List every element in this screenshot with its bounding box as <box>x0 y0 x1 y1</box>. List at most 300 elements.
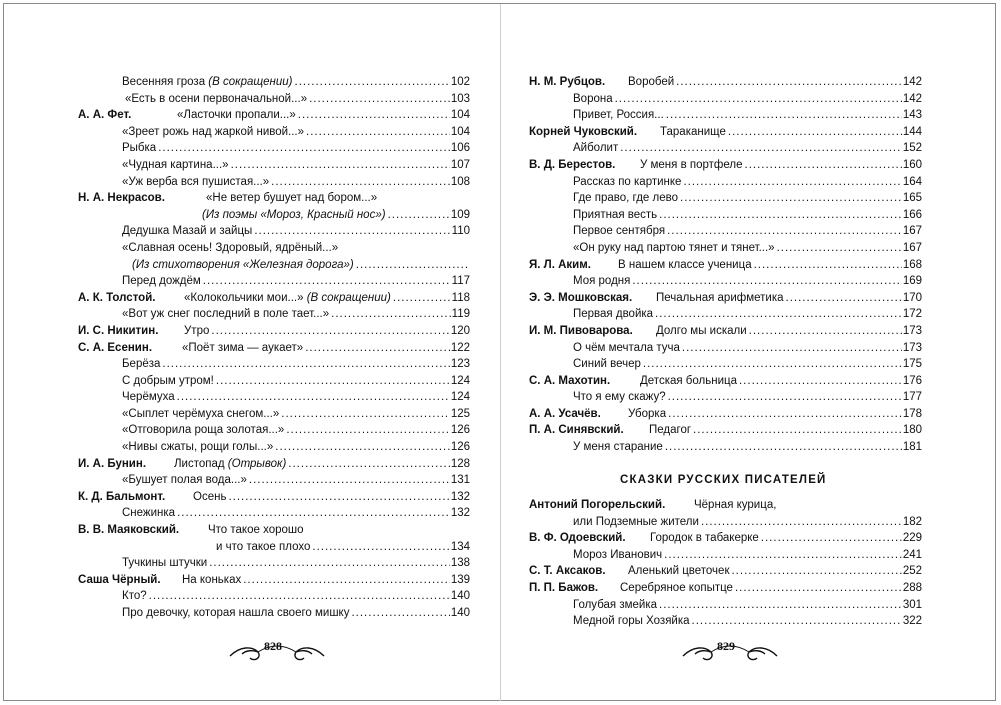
toc-title-text: Городок в табакерке <box>650 532 759 545</box>
toc-title-text: Долго мы искали <box>656 324 747 337</box>
toc-title <box>193 489 227 506</box>
toc-author: С. Т. Аксаков. <box>529 565 606 578</box>
toc-entry <box>529 340 922 357</box>
toc-page-number: 102 <box>450 76 470 88</box>
toc-entry <box>529 406 922 423</box>
toc-author: В. Д. Берестов. <box>529 158 616 171</box>
toc-page-number: 144 <box>902 125 922 138</box>
toc-page-number: 132 <box>450 490 470 503</box>
toc-title <box>182 572 242 589</box>
toc-leader-dots <box>209 555 450 572</box>
toc-title <box>122 223 253 240</box>
toc-title-text: Первое сентября <box>573 225 666 238</box>
toc-title-text: «Он руку над партою тянет и тянет...» <box>573 241 775 254</box>
toc-leader-dots <box>243 572 450 589</box>
toc-leader-dots <box>761 530 902 547</box>
toc-page-number: 128 <box>450 457 470 470</box>
toc-entry <box>529 613 922 630</box>
page-number-left: 828 <box>264 639 282 653</box>
toc-leader-dots <box>298 107 450 124</box>
toc-title-text: Что такое хорошо <box>208 524 304 537</box>
toc-title <box>649 422 692 439</box>
toc-entry <box>78 124 470 141</box>
toc-title <box>620 580 734 597</box>
toc-title-text: «Не ветер бушует над бором...» <box>206 192 378 205</box>
toc-author: С. А. Махотин. <box>529 374 611 387</box>
toc-leader-dots <box>659 597 902 614</box>
toc-leader-dots <box>620 140 902 157</box>
toc-author: П. П. Бажов. <box>529 581 599 594</box>
toc-title <box>122 555 208 572</box>
toc-title-note: (Из стихотворения «Железная дорога») <box>132 258 354 271</box>
toc-title-text: Чёрная курица, <box>694 499 777 511</box>
toc-leader-dots <box>388 207 450 224</box>
toc-entry <box>78 605 470 622</box>
toc-title <box>122 588 148 605</box>
toc-page-number: 160 <box>902 158 922 171</box>
toc-title <box>132 257 355 274</box>
toc-title <box>182 340 304 357</box>
toc-page-number: 120 <box>450 324 470 337</box>
toc-page-number: 126 <box>450 424 470 437</box>
toc-entry <box>529 580 922 597</box>
toc-title-text: Ворона <box>573 92 613 105</box>
toc-leader-dots <box>693 422 902 439</box>
toc-leader-dots <box>177 505 450 522</box>
toc-leader-dots <box>731 563 901 580</box>
toc-entry <box>78 190 470 207</box>
toc-leader-dots <box>682 340 902 357</box>
toc-title <box>216 539 311 556</box>
toc-leader-dots <box>351 605 449 622</box>
toc-entry <box>78 74 470 91</box>
toc-leader-dots <box>356 257 469 274</box>
toc-entry <box>78 588 470 605</box>
toc-leader-dots <box>659 207 902 224</box>
toc-title-text: На коньках <box>182 573 242 586</box>
toc-page-number: 322 <box>902 615 922 628</box>
toc-leader-dots <box>655 306 902 323</box>
toc-entry <box>529 157 922 174</box>
toc-title <box>122 306 330 323</box>
toc-title <box>640 157 744 174</box>
toc-title <box>573 140 619 157</box>
toc-author: Я. Л. Аким. <box>529 258 591 271</box>
toc-leader-dots <box>286 422 450 439</box>
toc-entry <box>78 555 470 572</box>
toc-leader-dots <box>177 389 450 406</box>
toc-entry <box>529 597 922 614</box>
toc-leader-dots <box>211 323 449 340</box>
toc-title <box>573 514 700 531</box>
toc-title <box>573 613 691 630</box>
toc-page-number: 178 <box>902 407 922 420</box>
toc-leader-dots <box>615 91 902 108</box>
toc-leader-dots <box>668 406 902 423</box>
toc-leader-dots <box>665 439 902 456</box>
toc-author: К. Д. Бальмонт. <box>78 490 166 503</box>
toc-entry <box>529 323 922 340</box>
toc-leader-dots <box>632 273 901 290</box>
toc-entry <box>78 572 470 589</box>
toc-leader-dots <box>249 472 450 489</box>
toc-leader-dots <box>643 356 902 373</box>
toc-entry <box>78 91 470 108</box>
toc-author: И. М. Пивоварова. <box>529 324 633 337</box>
toc-entry <box>529 290 922 307</box>
toc-entry <box>78 489 470 506</box>
toc-entry <box>529 422 922 439</box>
toc-title-text: Привет, Россия... <box>573 109 664 122</box>
toc-title <box>650 530 760 547</box>
toc-title-text: Черёмуха <box>122 391 175 404</box>
toc-title <box>573 439 664 456</box>
toc-title <box>122 389 176 406</box>
toc-leader-dots <box>749 323 902 340</box>
toc-leader-dots <box>158 140 450 157</box>
toc-author: С. А. Есенин. <box>78 341 153 354</box>
toc-title-text: «Чудная картина...» <box>122 158 229 171</box>
toc-title <box>206 190 378 207</box>
toc-page-number: 165 <box>902 192 922 205</box>
toc-leader-dots <box>203 273 451 290</box>
toc-page-number: 119 <box>451 308 470 321</box>
toc-title-text: и что такое плохо <box>216 540 311 553</box>
toc-page-number: 172 <box>902 308 922 321</box>
toc-title <box>573 273 631 290</box>
toc-title-text: Медной горы Хозяйка <box>573 615 690 628</box>
toc-title-text: У меня старание <box>573 441 663 454</box>
toc-author: И. А. Бунин. <box>78 457 147 470</box>
toc-entry <box>529 547 922 564</box>
toc-title-text: Аленький цветочек <box>628 565 730 578</box>
toc-entry <box>529 174 922 191</box>
toc-entry <box>529 530 922 547</box>
page-number-right: 829 <box>717 639 735 653</box>
toc-title <box>618 257 753 274</box>
toc-title <box>122 140 157 157</box>
toc-title-text: Синий вечер <box>573 358 641 371</box>
toc-title <box>573 547 663 564</box>
toc-leader-dots <box>271 174 450 191</box>
toc-page-number: 181 <box>902 441 922 454</box>
toc-leader-dots <box>745 157 902 174</box>
toc-title-text: Про девочку, которая нашла своего мишку <box>122 607 350 619</box>
toc-entry <box>529 306 922 323</box>
toc-title-text: «Бушует полая вода...» <box>122 474 247 487</box>
toc-page-number: 131 <box>450 474 470 487</box>
toc-leader-dots <box>231 157 450 174</box>
toc-title <box>573 597 658 614</box>
toc-author: А. А. Фет. <box>78 109 132 122</box>
section-title: СКАЗКИ РУССКИХ ПИСАТЕЛЕЙ <box>620 474 827 486</box>
toc-page-number: 118 <box>451 291 470 304</box>
toc-entry <box>78 157 470 174</box>
toc-page-number: 166 <box>902 208 922 221</box>
toc-title <box>184 323 210 340</box>
toc-title-note: (В сокращении) <box>208 76 293 88</box>
toc-title-text: «Вот уж снег последний в поле тает...» <box>122 308 330 321</box>
toc-entry <box>529 107 922 124</box>
toc-title-text: «Поёт зима — аукает» <box>182 341 304 354</box>
toc-title-text: Моя родня <box>573 275 631 288</box>
toc-entry <box>78 505 470 522</box>
toc-leader-dots <box>754 257 902 274</box>
toc-page-number: 108 <box>450 175 470 188</box>
toc-title-text: Снежинка <box>122 507 176 520</box>
toc-page-number: 140 <box>450 607 470 619</box>
toc-page-number: 106 <box>450 142 470 155</box>
toc-leader-dots <box>312 539 449 556</box>
toc-title-text: Рассказ по картинке <box>573 175 682 188</box>
toc-page-number: 176 <box>902 374 922 387</box>
toc-title <box>573 174 682 191</box>
toc-title-text: Весенняя гроза <box>122 76 209 88</box>
toc-entry <box>529 439 922 456</box>
toc-leader-dots <box>664 547 902 564</box>
toc-page-number: 182 <box>902 515 922 528</box>
toc-leader-dots <box>728 124 902 141</box>
toc-leader-dots <box>295 74 450 91</box>
toc-title <box>573 91 614 108</box>
toc-page-number: 122 <box>450 341 470 354</box>
toc-page-number: 152 <box>902 142 922 155</box>
toc-title-text: «Уж верба вся пушистая...» <box>122 175 270 188</box>
toc-leader-dots <box>668 389 902 406</box>
toc-leader-dots <box>393 290 451 307</box>
toc-entry <box>529 74 922 91</box>
toc-author: П. А. Синявский. <box>529 424 624 437</box>
toc-leader-dots <box>149 588 450 605</box>
toc-title <box>125 91 308 108</box>
toc-title <box>122 174 270 191</box>
toc-title <box>573 356 642 373</box>
toc-title-text: «Ласточки пропали...» <box>177 109 296 122</box>
toc-entry <box>529 257 922 274</box>
toc-entry <box>529 140 922 157</box>
toc-title-text: Мороз Иванович <box>573 548 663 561</box>
toc-page-number: 134 <box>450 540 470 553</box>
toc-author: Саша Чёрный. <box>78 573 161 586</box>
toc-entry <box>78 340 470 357</box>
toc-entry <box>78 174 470 191</box>
toc-title-text: Педагог <box>649 424 692 437</box>
toc-title-text: Воробей <box>628 76 675 88</box>
toc-title-text: «Отговорила роща золотая...» <box>122 424 285 437</box>
toc-entry <box>529 240 922 257</box>
toc-entry <box>529 497 922 514</box>
toc-page-number: 175 <box>902 358 922 371</box>
toc-page-number: 168 <box>902 258 922 271</box>
toc-entry <box>529 514 922 531</box>
toc-entry <box>78 290 470 307</box>
toc-title <box>122 422 285 439</box>
toc-page-number: 164 <box>902 175 922 188</box>
toc-leader-dots <box>309 91 450 108</box>
toc-page-number: 117 <box>451 275 470 288</box>
toc-title <box>122 124 305 141</box>
toc-title-text: Кто? <box>122 590 147 603</box>
toc-author: И. С. Никитин. <box>78 324 159 337</box>
toc-entry <box>78 472 470 489</box>
toc-page-number: 301 <box>902 598 922 611</box>
toc-leader-dots <box>735 580 902 597</box>
toc-title-text: Берёза <box>122 358 161 371</box>
toc-entry <box>78 323 470 340</box>
toc-page-number: 103 <box>450 92 470 105</box>
toc-page-number: 107 <box>450 158 470 171</box>
toc-title-text: О чём мечтала туча <box>573 341 680 354</box>
toc-leader-dots <box>701 514 902 531</box>
toc-leader-dots <box>275 439 450 456</box>
toc-entry <box>78 140 470 157</box>
toc-page-number: 241 <box>902 548 922 561</box>
toc-page-number: 104 <box>450 109 470 122</box>
toc-title <box>122 505 176 522</box>
toc-title-text: «Нивы сжаты, рощи голы...» <box>122 441 274 454</box>
toc-author: Э. Э. Мошковская. <box>529 291 633 304</box>
toc-page-number: 180 <box>902 424 922 437</box>
toc-author: А. А. Усачёв. <box>529 407 601 420</box>
toc-title <box>122 273 202 290</box>
toc-entry <box>78 257 470 274</box>
toc-page-number: 104 <box>450 125 470 138</box>
toc-page-number: 167 <box>902 225 922 238</box>
toc-leader-dots <box>739 373 902 390</box>
toc-title-text: С добрым утром! <box>122 374 214 387</box>
toc-title <box>122 373 215 390</box>
toc-page-number: 229 <box>902 532 922 545</box>
toc-page-number: 139 <box>450 573 470 586</box>
toc-title-text: или Подземные жители <box>573 515 699 528</box>
toc-entry <box>529 207 922 224</box>
toc-title <box>202 207 387 224</box>
toc-page-number: 109 <box>450 208 470 221</box>
toc-title <box>573 389 667 406</box>
toc-entry <box>529 373 922 390</box>
toc-title-text: «Сыплет черёмуха снегом...» <box>122 407 280 420</box>
toc-title <box>184 290 392 307</box>
toc-title <box>573 240 776 257</box>
toc-page-number: 170 <box>902 291 922 304</box>
toc-leader-dots <box>228 489 449 506</box>
toc-title <box>694 497 777 514</box>
toc-entry <box>529 389 922 406</box>
toc-page-number: 167 <box>902 241 922 254</box>
toc-entry <box>529 273 922 290</box>
toc-author: А. К. Толстой. <box>78 291 156 304</box>
toc-entry <box>78 406 470 423</box>
toc-page-number: 252 <box>902 565 922 578</box>
toc-leader-dots <box>680 190 902 207</box>
toc-entry <box>78 522 470 539</box>
toc-title <box>122 240 339 257</box>
toc-entry <box>78 273 470 290</box>
toc-title <box>122 605 350 622</box>
toc-author: В. В. Маяковский. <box>78 524 180 537</box>
toc-title <box>122 356 161 373</box>
toc-left-column <box>78 74 470 622</box>
toc-title-text: Тараканище <box>660 125 726 138</box>
toc-title-note: (Из поэмы «Мороз, Красный нос») <box>202 208 386 221</box>
toc-leader-dots <box>306 124 450 141</box>
toc-title <box>208 522 305 539</box>
toc-title-text: Утро <box>184 324 210 337</box>
toc-leader-dots <box>692 613 902 630</box>
toc-author: В. Ф. Одоевский. <box>529 532 626 545</box>
toc-title-text: У меня в портфеле <box>640 158 743 171</box>
toc-leader-dots <box>667 223 902 240</box>
toc-title <box>573 223 666 240</box>
toc-title-text: «Колокольчики мои...» <box>184 291 307 304</box>
toc-entry <box>78 456 470 473</box>
toc-page-number: 173 <box>902 324 922 337</box>
toc-page-number: 173 <box>902 341 922 354</box>
toc-title-text: Тучкины штучки <box>122 557 208 570</box>
toc-title-note: (В сокращении) <box>306 291 391 304</box>
toc-title-text: «Есть в осени первоначальной...» <box>125 92 308 105</box>
toc-right-column <box>529 74 922 456</box>
toc-title <box>177 107 297 124</box>
toc-title-text: Голубая змейка <box>573 598 658 611</box>
book-gutter <box>500 4 501 701</box>
toc-entry <box>78 422 470 439</box>
toc-title <box>656 290 785 307</box>
toc-entry <box>78 439 470 456</box>
toc-title <box>122 74 294 91</box>
toc-leader-dots <box>666 107 902 124</box>
toc-author: Корней Чуковский. <box>529 125 638 138</box>
toc-leader-dots <box>786 290 902 307</box>
toc-title-text: Перед дождём <box>122 275 201 288</box>
toc-entry <box>529 124 922 141</box>
toc-title <box>640 373 738 390</box>
toc-leader-dots <box>162 356 449 373</box>
toc-author: Н. М. Рубцов. <box>529 76 606 88</box>
toc-title-note: (Отрывок) <box>227 457 287 470</box>
toc-title <box>573 107 665 124</box>
toc-page-number: 125 <box>450 407 470 420</box>
toc-page-number: 138 <box>450 557 470 570</box>
toc-title <box>122 406 280 423</box>
toc-page-number: 110 <box>451 225 470 238</box>
toc-entry <box>78 107 470 124</box>
toc-entry <box>78 207 470 224</box>
toc-page-number: 123 <box>450 358 470 371</box>
toc-entry <box>529 563 922 580</box>
toc-title-text: Осень <box>193 490 227 503</box>
toc-title <box>174 456 287 473</box>
toc-title <box>656 323 748 340</box>
toc-leader-dots <box>683 174 901 191</box>
toc-page-number: 124 <box>450 391 470 404</box>
toc-entry <box>529 356 922 373</box>
toc-entry <box>78 356 470 373</box>
toc-title-text: «Зреет рожь над жаркой нивой...» <box>122 125 305 138</box>
toc-title-text: Что я ему скажу? <box>573 391 666 404</box>
toc-title <box>122 472 248 489</box>
toc-title-text: Детская больница <box>640 374 737 387</box>
toc-page-number: 169 <box>902 275 922 288</box>
toc-leader-dots <box>676 74 902 91</box>
toc-title <box>122 157 230 174</box>
toc-title <box>628 563 730 580</box>
toc-entry <box>78 539 470 556</box>
toc-title-text: Рыбка <box>122 142 157 155</box>
toc-page-number: 132 <box>450 507 470 520</box>
toc-title-text: Уборка <box>628 407 667 420</box>
toc-leader-dots <box>305 340 450 357</box>
